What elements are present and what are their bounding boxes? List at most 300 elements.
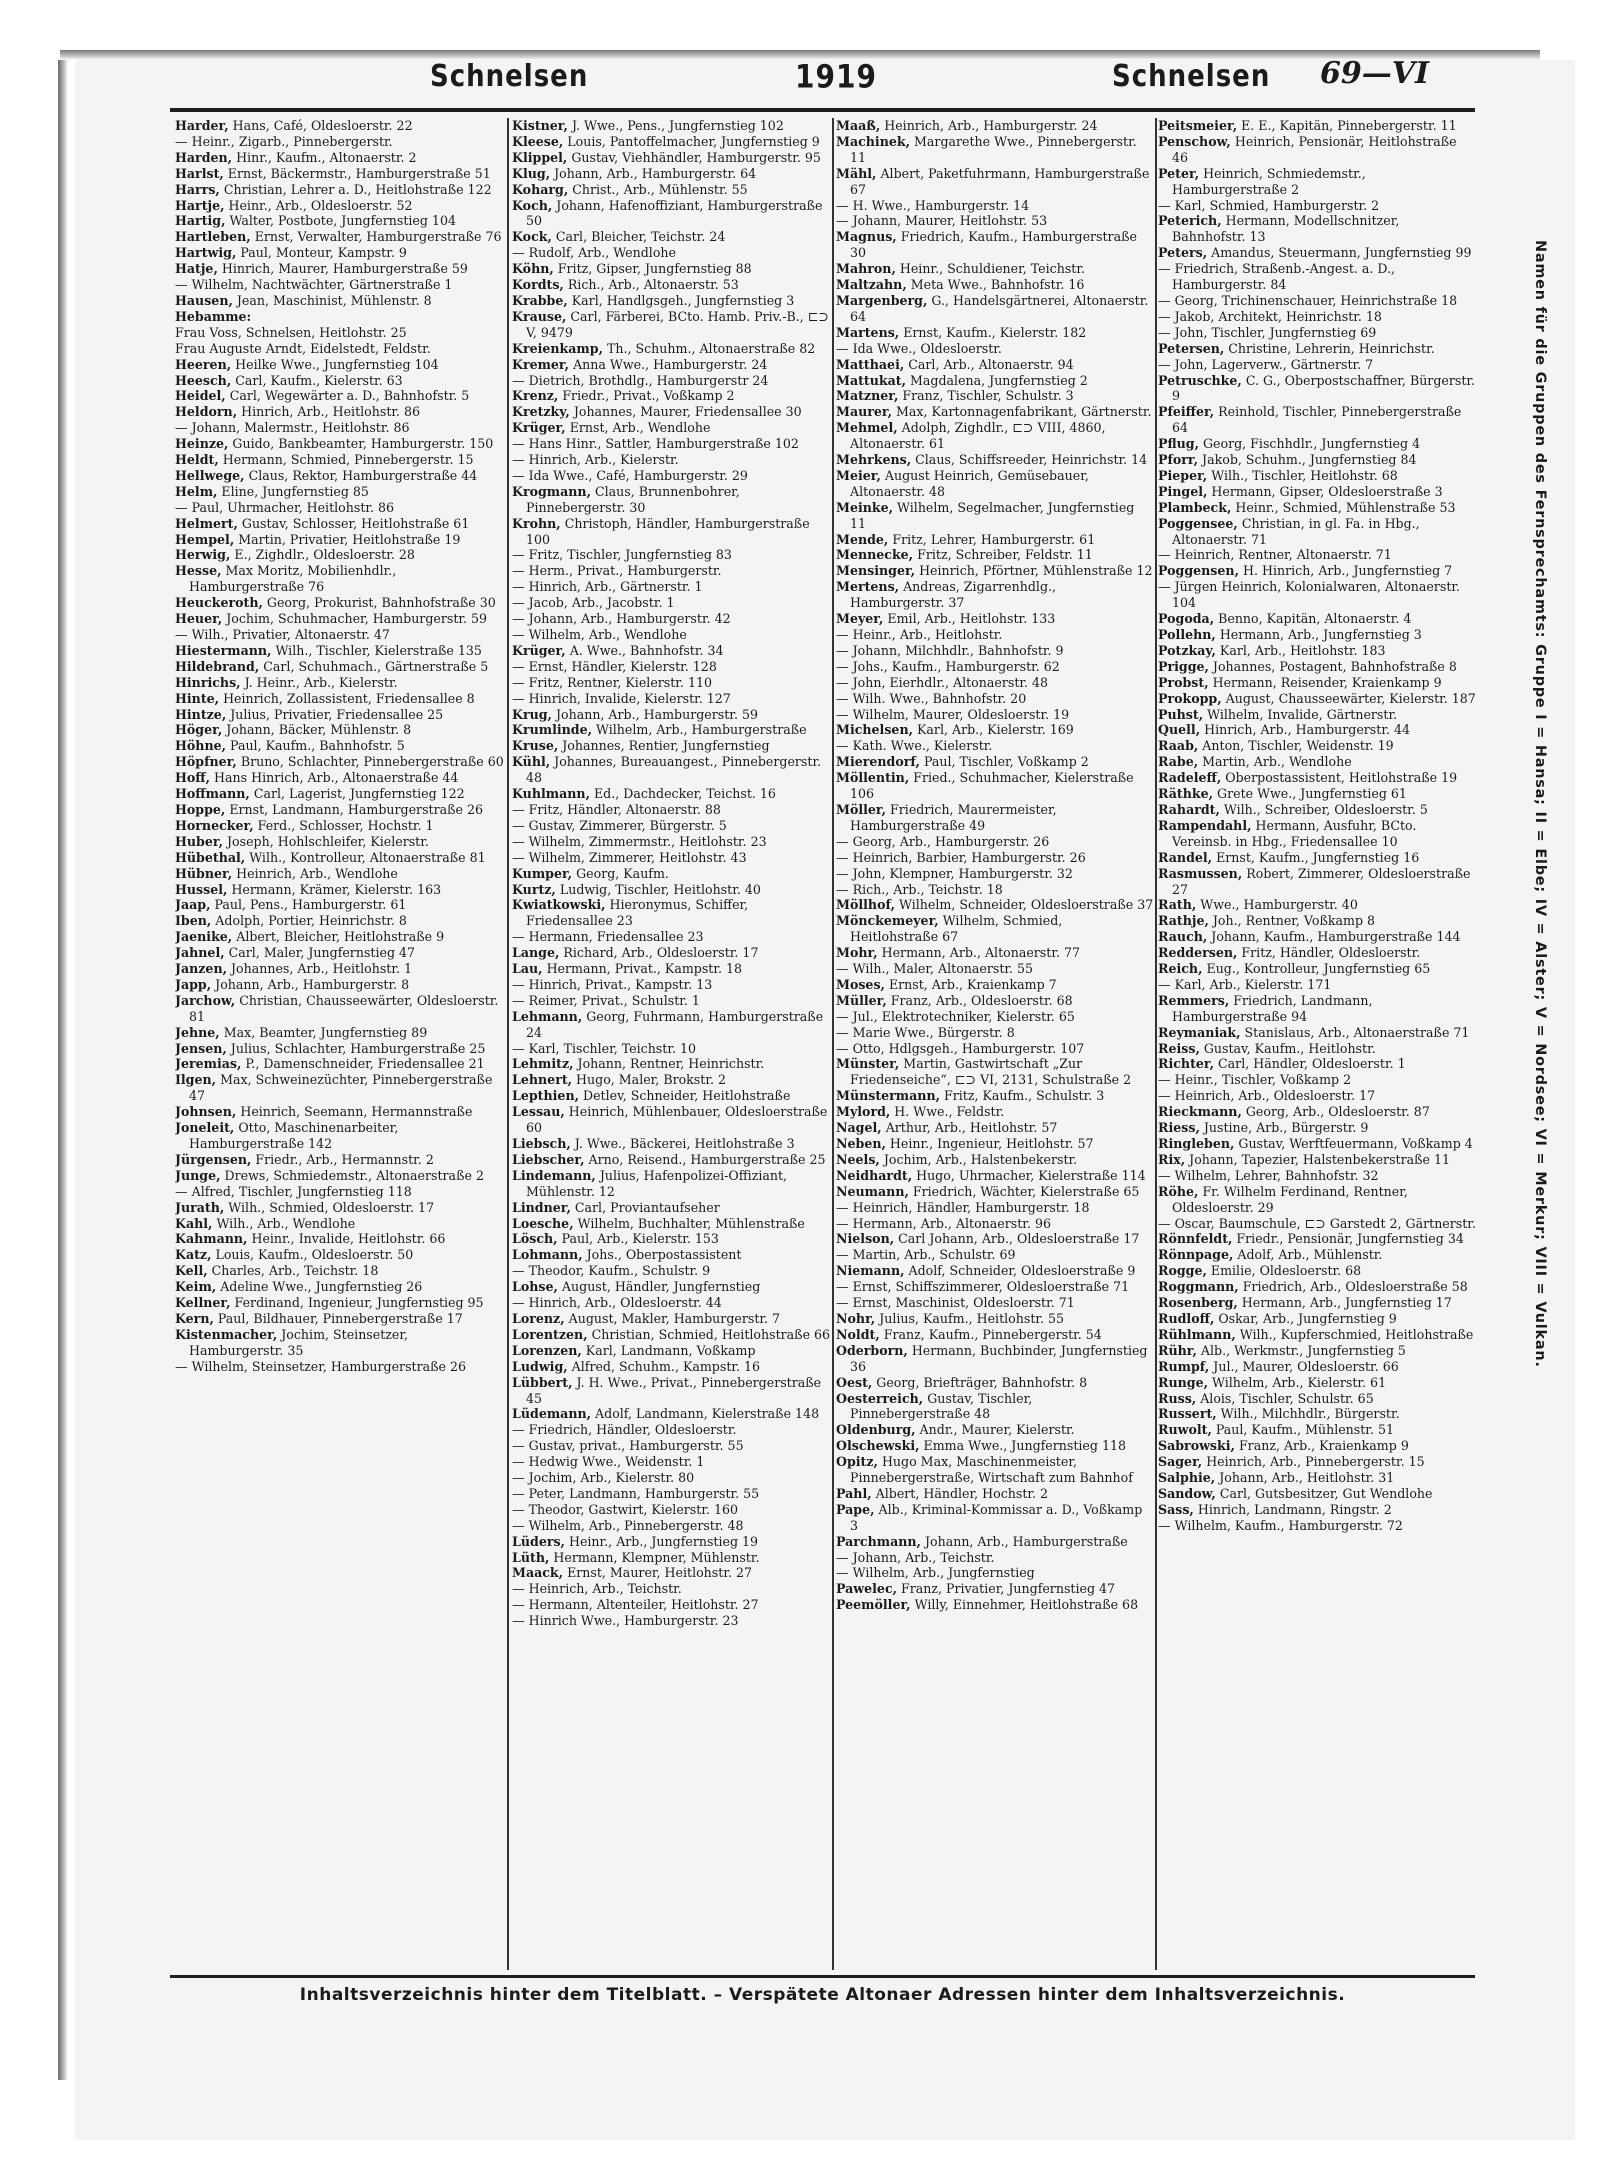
entry-details: Christian, Chausseewärter, Oldesloerstr. 81 [189,992,499,1024]
entry-surname: Nagel, [836,1120,882,1136]
directory-entry [512,277,832,293]
entry-details: Eug., Kontrolleur, Jungfernstieg 65 [1206,961,1431,977]
entry-surname: Moses, [836,976,885,992]
directory-entry [1158,1263,1476,1279]
directory-entry [836,118,1154,134]
directory-entry [836,1104,1154,1120]
entry-details: Arno, Reisend., Hamburgerstraße 25 [588,1151,826,1167]
directory-entry [836,341,1154,357]
entry-surname: Krause, [512,308,567,324]
directory-entry [1158,850,1476,866]
entry-details: Georg, Kaufm. [576,865,669,881]
entry-details: Amandus, Steuermann, Jungfernstieg 99 [1211,245,1472,261]
entry-details: Justine, Arb., Bürgerstr. 9 [1203,1120,1369,1136]
entry-surname: Reich, [1158,961,1203,977]
entry-details: Johannes, Arb., Heitlohstr. 1 [231,961,413,977]
entry-details: — Jul., Elektrotechniker, Kielerstr. 65 [836,1008,1075,1024]
entry-details: Adolf, Schneider, Oldesloerstraße 9 [908,1263,1136,1279]
entry-details: Adolf, Arb., Mühlenstr. [1237,1247,1383,1263]
entry-surname: Quell, [1158,722,1201,738]
directory-entry [836,1184,1154,1200]
entry-details: Johann, Bäcker, Mühlenstr. 8 [226,722,412,738]
entry-surname: Ilgen, [175,1072,217,1088]
directory-entry [512,420,832,436]
entry-surname: Jurath, [175,1199,225,1215]
directory-entry [1158,977,1476,993]
entry-surname: Peemöller, [836,1597,911,1613]
entry-surname: Runge, [1158,1374,1208,1390]
entry-details: — Jacob, Arb., Jacobstr. 1 [512,595,675,611]
entry-surname: Hausen, [175,292,233,308]
entry-surname: Pape, [836,1501,875,1517]
entry-surname: Parchmann, [836,1533,921,1549]
entry-surname: Ruwolt, [1158,1422,1212,1438]
directory-entry [1158,643,1476,659]
entry-details: Friedrich, Arb., Oldesloerstraße 58 [1242,1279,1468,1295]
directory-entry [1158,1518,1476,1534]
entry-surname: Pforr, [1158,452,1199,468]
side-margin-note [1520,240,1550,1960]
entry-surname: Heesch, [175,372,232,388]
directory-entry [175,341,505,357]
directory-entry [836,850,1154,866]
directory-entry [512,675,832,691]
directory-entry [836,866,1154,882]
entry-details: — Gustav, Zimmerer, Bürgerstr. 5 [512,817,727,833]
entry-details: — Friedrich, Straßenb.-Angest. a. D., Hamburgerstr. 84 [1158,261,1396,293]
entry-surname: Sandow, [1158,1485,1216,1501]
entry-surname: Mehrkens, [836,452,912,468]
directory-entry [175,818,505,834]
footer-note: Inhaltsverzeichnis hinter dem Titelblatt. – Verspätete Altonaer Adressen hinter dem Inhaltsverzeichnis. [299,1985,1346,2005]
entry-details: — Theodor, Gastwirt, Kielerstr. 160 [512,1501,739,1517]
directory-entry [1158,1072,1476,1088]
directory-entry [836,675,1154,691]
entry-surname: Maaß, [836,118,881,133]
entry-details: Wilh., Schmied, Oldesloerstr. 17 [228,1199,435,1215]
entry-surname: Niemann, [836,1263,905,1279]
directory-entry [836,945,1154,961]
directory-entry [1158,1438,1476,1454]
entry-details: — Wilh., Privatier, Altonaerstr. 47 [175,627,390,642]
entry-surname: Höhne, [175,738,227,754]
entry-details: — Wilhelm, Zimmermstr., Heitlohstr. 23 [512,833,767,849]
entry-details: Hermann, Schmied, Pinnebergerstr. 15 [222,452,474,468]
entry-surname: Lohse, [512,1279,558,1295]
directory-entry [836,1597,1154,1613]
directory-entry [175,913,505,929]
entry-surname: Heeren, [175,356,232,372]
entry-surname: Rix, [1158,1151,1186,1167]
directory-entry [1158,404,1476,436]
entry-surname: Plambeck, [1158,499,1232,515]
entry-surname: Neben, [836,1136,886,1151]
directory-entry [836,277,1154,293]
entry-details: Hermann, Arb., Jungfernstieg 3 [1219,627,1422,642]
directory-entry [512,1406,832,1422]
directory-entry [1158,1391,1476,1407]
entry-details: Heinrich, Arb., Wendlohe [236,865,398,881]
entry-details: Franz, Tischler, Schulstr. 3 [902,388,1074,404]
directory-entry [512,118,832,134]
entry-surname: Mattukat, [836,372,906,388]
directory-entry [836,1231,1154,1247]
entry-details: — John, Klempner, Hamburgerstr. 32 [836,865,1073,881]
scan-edge-left [58,60,68,2080]
entry-details: Louis, Pantoffelmacher, Jungfernstieg 9 [567,133,820,149]
directory-entry [175,468,505,484]
entry-surname: Kahmann, [175,1231,248,1247]
directory-entry [175,1168,505,1184]
entry-details: Paul, Monteur, Kampstr. 9 [240,245,407,261]
directory-entry [1158,468,1476,484]
entry-details: — John, Lagerverw., Gärtnerstr. 7 [1158,356,1374,372]
entry-details: — Heinr., Arb., Heitlohstr. [836,627,1003,642]
entry-surname: Rumpf, [1158,1358,1210,1374]
entry-details: Hans Hinrich, Arb., Altonaerstraße 44 [214,770,459,786]
directory-entry [1158,691,1476,707]
entry-details: Paul, Bildhauer, Pinnebergerstraße 17 [217,1310,463,1326]
directory-entry [1158,1247,1476,1263]
directory-entry [175,1231,505,1247]
entry-surname: Krug, [512,706,552,722]
entry-surname: Münstermann, [836,1088,940,1104]
entry-surname: Neidhardt, [836,1167,913,1183]
entry-surname: Kremer, [512,356,570,372]
entry-surname: Noldt, [836,1326,880,1342]
entry-details: Wilh., Tischler, Heitlohstr. 68 [1211,467,1398,483]
entry-surname: Mierendorf, [836,754,920,770]
entry-details: Friedrich, Wächter, Kielerstraße 65 [912,1183,1140,1199]
directory-column-4 [1158,118,1476,1970]
entry-surname: Hintze, [175,706,227,722]
directory-entry [512,357,832,373]
entry-surname: Jehne, [175,1024,220,1040]
entry-surname: Meinke, [836,499,894,515]
entry-surname: Hesse, [175,563,222,579]
directory-entry [836,722,1154,738]
entry-details: Th., Schuhm., Altonaerstraße 82 [606,340,816,356]
entry-details: Heinrich, Schmiedemstr., Hamburgerstraße 2 [1172,165,1366,197]
directory-entry [1158,738,1476,754]
entry-details: — Jochim, Arb., Kielerstr. 80 [512,1470,695,1486]
directory-entry [1158,118,1476,134]
directory-entry [1158,293,1476,309]
entry-surname: Köhn, [512,261,554,277]
entry-details: Hieronymus, Schiffer, Friedensallee 23 [526,897,749,929]
entry-details: Julius, Kaufm., Heitlohstr. 55 [879,1310,1065,1326]
entry-details: Wilhelm, Arb., Hamburgerstraße [596,722,807,738]
entry-surname: Nielson, [836,1231,895,1247]
entry-details: — Hinrich Wwe., Hamburgerstr. 23 [512,1613,739,1629]
directory-entry [1158,1279,1476,1295]
entry-details: — Jakob, Architekt, Heinrichstr. 18 [1158,308,1382,324]
header-left-title: Schnelsen [430,59,589,95]
entry-surname: Loesche, [512,1215,574,1231]
entry-details: Wilhelm, Segelmacher, Jungfernstieg 11 [850,499,1135,531]
entry-surname: Kuhlmann, [512,786,590,802]
entry-surname: Müller, [836,992,887,1008]
entry-surname: Lüdemann, [512,1406,592,1422]
entry-details: Carl, Proviantaufseher [574,1199,720,1215]
directory-entry [1158,993,1476,1025]
entry-surname: Poggensee, [1158,515,1238,531]
entry-details: Georg, Prokurist, Bahnhofstraße 30 [266,595,496,611]
entry-details: Hinrich, Landmann, Ringstr. 2 [1197,1501,1392,1517]
directory-entry [175,325,505,341]
entry-details: — Heinr., Tischler, Voßkamp 2 [1158,1072,1352,1088]
entry-details: Heinrich, Pensionär, Heitlohstraße 46 [1172,133,1457,165]
directory-entry [175,882,505,898]
directory-entry [512,1200,832,1216]
entry-details: — Hinrich, Arb., Kielerstr. [512,452,679,468]
entry-surname: Oderborn, [836,1342,908,1358]
directory-entry [175,516,505,532]
entry-details: Gustav, Kaufm., Heitlohstr. [1203,1040,1376,1056]
directory-entry [836,134,1154,166]
entry-surname: Neumann, [836,1183,909,1199]
entry-surname: Lepthien, [512,1088,579,1104]
entry-details: Margarethe Wwe., Pinnebergerstr. 11 [850,133,1137,165]
directory-entry [836,229,1154,261]
directory-entry [512,452,832,468]
entry-details: Julius, Hafenpolizei-Offiziant, Mühlenstr. 12 [526,1167,788,1199]
entry-details: Karl, Handlgsgeh., Jungfernstieg 3 [571,292,795,308]
entry-details: Wilh., Kontrolleur, Altonaerstraße 81 [249,849,486,865]
directory-entry [512,993,832,1009]
entry-details: Drews, Schmiedemstr., Altonaerstraße 2 [224,1167,484,1183]
directory-entry [1158,1041,1476,1057]
entry-surname: Hinte, [175,690,220,706]
entry-surname: Kühl, [512,754,551,770]
entry-details: — Wilhelm, Zimmerer, Heitlohstr. 43 [512,849,747,865]
directory-entry [512,1216,832,1232]
entry-surname: Salphie, [1158,1470,1216,1486]
directory-entry [1158,516,1476,548]
directory-entry [836,1152,1154,1168]
entry-surname: Hartje, [175,197,225,213]
directory-entry [512,834,832,850]
entry-surname: Krumlinde, [512,722,592,738]
directory-entry [836,404,1154,420]
entry-details: — Heinrich, Händler, Hamburgerstr. 18 [836,1199,1090,1215]
directory-entry [836,754,1154,770]
entry-details: Hermann, Privat., Kampstr. 18 [546,961,743,977]
directory-entry [512,1088,832,1104]
directory-entry [175,118,505,134]
entry-details: Louis, Kaufm., Oldesloerstr. 50 [215,1247,414,1263]
entry-details: Frau Voss, Schnelsen, Heitlohstr. 25 [175,324,407,340]
entry-details: — Heinrich, Arb., Oldesloerstr. 17 [1158,1088,1376,1104]
directory-entry [1158,1136,1476,1152]
entry-surname: Pollehn, [1158,627,1216,642]
directory-entry [512,468,832,484]
entry-details: — Oscar, Baumschule, ⊏⊃ Garstedt 2, Gärtnerstr. [1158,1215,1476,1231]
entry-surname: Lüth, [512,1549,550,1565]
directory-entry [175,1279,505,1295]
entry-details: E., Zighdlr., Oldesloerstr. 28 [234,547,415,563]
directory-entry [836,977,1154,993]
directory-entry [175,707,505,723]
entry-surname: Meier, [836,467,881,483]
entry-surname: Lübbert, [512,1374,573,1390]
entry-surname: Michelsen, [836,722,913,738]
directory-entry [512,182,832,198]
entry-surname: Magnus, [836,229,897,245]
entry-surname: Lorenz, [512,1310,565,1326]
entry-surname: Mönckemeyer, [836,913,939,929]
entry-surname: Radeleff, [1158,770,1222,786]
entry-surname: Kistner, [512,118,568,133]
entry-details: C. G., Oberpostschaffner, Bürgerstr. 9 [1172,372,1476,404]
directory-entry [175,897,505,913]
entry-details: — Heinrich, Arb., Teichstr. [512,1581,682,1597]
entry-details: Hugo, Maler, Brokstr. 2 [576,1072,726,1088]
directory-entry [1158,579,1476,611]
directory-entry [1158,1422,1476,1438]
directory-entry [836,1327,1154,1343]
entry-details: Max Moritz, Mobilienhdlr., Hamburgerstraße 76 [189,563,397,595]
directory-entry [512,436,832,452]
entry-details: J. Wwe., Pens., Jungfernstieg 102 [571,118,784,133]
directory-entry [512,1422,832,1438]
directory-entry [1158,945,1476,961]
directory-entry [836,993,1154,1009]
directory-entry [836,897,1154,913]
entry-surname: Krüger, [512,420,566,436]
directory-entry [512,1279,832,1295]
column-divider [832,118,834,1970]
entry-surname: Richter, [1158,1056,1215,1072]
entry-surname: Ludwig, [512,1358,568,1374]
directory-entry [836,961,1154,977]
entry-details: Alb., Werkmstr., Jungfernstieg 5 [1200,1342,1406,1358]
entry-details: Johannes, Maurer, Friedensallee 30 [573,404,802,420]
directory-entry [836,261,1154,277]
directory-entry [512,850,832,866]
entry-details: Rich., Arb., Altonaerstr. 53 [567,277,739,293]
directory-entry [836,1422,1154,1438]
entry-surname: Hoppe, [175,801,226,817]
entry-surname: Jaenike, [175,929,233,945]
entry-surname: Jarchow, [175,992,236,1008]
entry-surname: Kreienkamp, [512,340,603,356]
entry-details: H. Hinrich, Arb., Jungfernstieg 7 [1242,563,1453,579]
entry-details: — Theodor, Kaufm., Schulstr. 9 [512,1263,711,1279]
entry-details: Christ., Arb., Mühlenstr. 55 [572,181,748,197]
entry-surname: Rogge, [1158,1263,1207,1279]
entry-details: Franz, Arb., Oldesloerstr. 68 [890,992,1073,1008]
entry-details: Alb., Kriminal-Kommissar a. D., Voßkamp 3 [850,1501,1143,1533]
directory-entry [512,1072,832,1088]
directory-entry [175,229,505,245]
directory-entry [836,468,1154,500]
directory-entry [175,1104,505,1120]
directory-entry [836,198,1154,214]
entry-details: Joh., Rentner, Voßkamp 8 [1212,913,1376,929]
directory-entry [512,1136,832,1152]
directory-entry [836,643,1154,659]
entry-details: — Wilhelm, Maurer, Oldesloerstr. 19 [836,706,1070,722]
entry-details: — Alfred, Tischler, Jungfernstieg 118 [175,1183,412,1199]
directory-entry [175,627,505,643]
directory-entry [512,1343,832,1359]
directory-entry [1158,770,1476,786]
directory-entry [836,1120,1154,1136]
entry-surname: Opitz, [836,1454,878,1470]
entry-details: Franz, Arb., Kraienkamp 9 [1238,1438,1409,1454]
directory-entry [1158,1216,1476,1232]
directory-entry [512,261,832,277]
directory-entry [175,388,505,404]
directory-entry [1158,1470,1476,1486]
entry-surname: Peterich, [1158,213,1222,229]
entry-details: Gustav, Schlosser, Heitlohstraße 61 [241,515,470,531]
directory-entry [836,452,1154,468]
directory-entry [1158,325,1476,341]
entry-surname: Heuckeroth, [175,595,263,611]
entry-surname: Klug, [512,165,551,181]
entry-surname: Hoffmann, [175,786,250,802]
directory-entry [512,1152,832,1168]
directory-entry [1158,1104,1476,1120]
entry-details: Claus, Schiffsreeder, Heinrichstr. 14 [915,452,1148,468]
entry-surname: Hatje, [175,261,218,277]
entry-details: Gustav, Werftfeuermann, Voßkamp 4 [1238,1136,1473,1151]
entry-details: Fritz, Kaufm., Schulstr. 3 [944,1088,1105,1104]
entry-details: Arthur, Arb., Heitlohstr. 57 [885,1120,1058,1136]
entry-surname: Liebscher, [512,1151,585,1167]
directory-entry [175,929,505,945]
directory-entry [175,547,505,563]
entry-details: Richard, Arb., Oldesloerstr. 17 [563,945,759,961]
entry-surname: Hübner, [175,865,233,881]
entry-details: Adolf, Landmann, Kielerstraße 148 [595,1406,820,1422]
directory-entry [175,786,505,802]
entry-surname: Rauch, [1158,929,1208,945]
directory-entry [175,1311,505,1327]
entry-surname: Krohn, [512,515,561,531]
directory-entry [175,1200,505,1216]
directory-entry [512,1311,832,1327]
entry-details: Wilh., Kupferschmied, Heitlohstraße [1239,1326,1474,1342]
directory-entry [836,691,1154,707]
directory-entry [175,1359,505,1375]
entry-surname: Lorentzen, [512,1326,588,1342]
entry-details: Charles, Arb., Teichstr. 18 [211,1263,379,1279]
directory-entry [1158,1184,1476,1216]
directory-entry [836,1200,1154,1216]
entry-details: — John, Eierhdlr., Altonaerstr. 48 [836,674,1049,690]
page-header [170,52,1475,96]
directory-entry [512,166,832,182]
entry-details: Wilh., Arb., Wendlohe [216,1215,356,1231]
directory-entry [512,484,832,516]
directory-entry [836,325,1154,341]
directory-entry [512,516,832,548]
entry-details: Fritz, Gipser, Jungfernstieg 88 [557,261,752,277]
directory-entry [1158,961,1476,977]
directory-entry [512,293,832,309]
entry-details: Jakob, Schuhm., Jungfernstieg 84 [1202,452,1417,468]
entry-surname: Jeremias, [175,1056,242,1072]
directory-entry [836,1438,1154,1454]
entry-details: Hermann, Krämer, Kielerstr. 163 [231,881,442,897]
entry-surname: Rudloff, [1158,1310,1215,1326]
entry-details: Hermann, Ausfuhr, BCto. Vereinsb. in Hbg., Friedensallee 10 [1172,817,1417,849]
entry-details: — Fritz, Händler, Altonaerstr. 88 [512,801,721,817]
entry-surname: Reddersen, [1158,945,1238,961]
